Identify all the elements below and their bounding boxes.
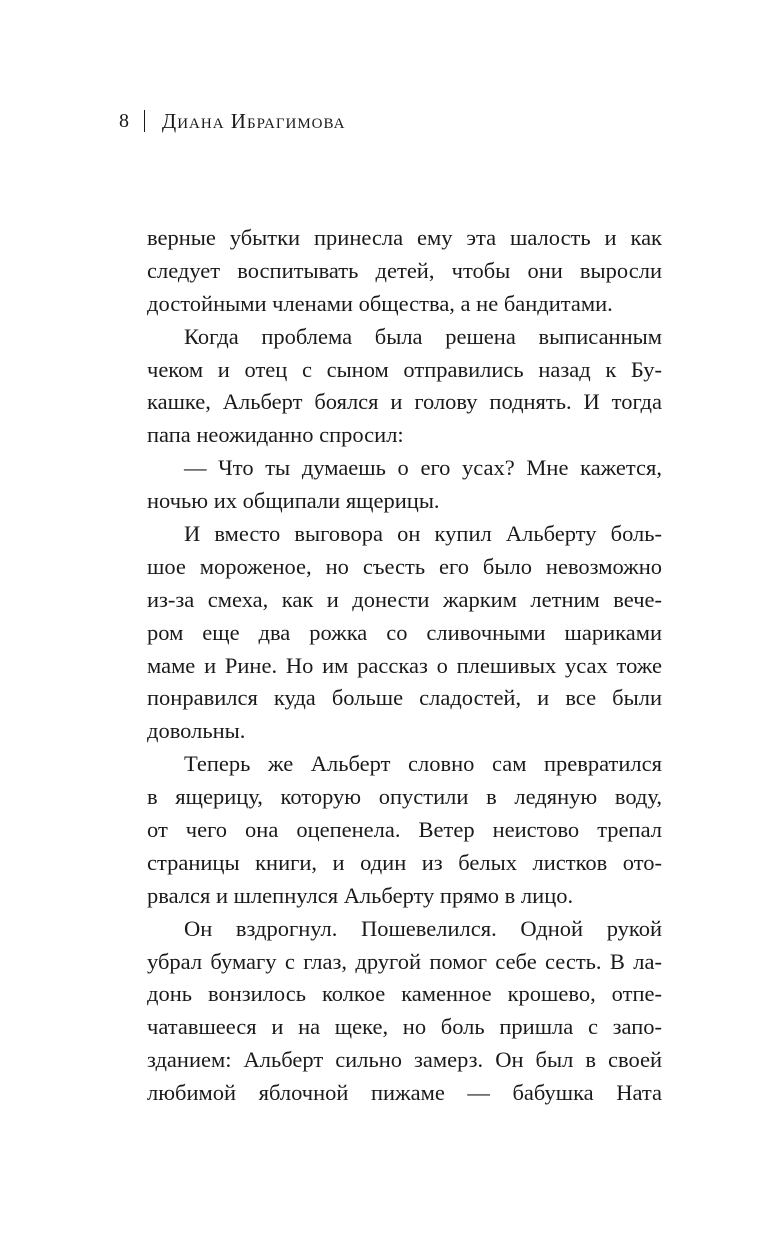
- text-line: из-за смеха, как и донести жарким летним вече-: [147, 586, 662, 612]
- text-line: понравился куда больше сладостей, и все были: [147, 685, 662, 711]
- text-line: донь вонзилось колкое каменное крошево, отпе-: [147, 981, 662, 1007]
- text-line: страницы книги, и один из белых листков ото-: [147, 849, 662, 875]
- body-text: [147, 222, 662, 1110]
- text-line: чатавшееся и на щеке, но боль пришла с запо-: [147, 1014, 662, 1040]
- text-line: рвался и шлепнулся Альберту прямо в лицо.: [147, 882, 574, 908]
- running-head: [119, 106, 345, 136]
- text-line: ночью их общипали ящерицы.: [147, 488, 440, 514]
- text-line: папа неожиданно спросил:: [147, 422, 404, 448]
- author-name: Диана Ибрагимова: [161, 108, 346, 133]
- text-line: маме и Рине. Но им рассказ о плешивых усах тоже: [147, 652, 662, 678]
- text-line: — Что ты думаешь о его усах? Мне кажется,: [184, 455, 662, 481]
- text-line: ром еще два рожка со сливочными шариками: [147, 619, 662, 645]
- text-line: любимой яблочной пижаме — бабушка Ната: [147, 1080, 662, 1106]
- text-line: довольны.: [147, 718, 246, 744]
- text-line: достойными членами общества, а не бандитами.: [147, 290, 613, 316]
- text-line: следует воспитывать детей, чтобы они выросли: [147, 257, 662, 283]
- text-line: Он вздрогнул. Пошевелился. Одной рукой: [184, 915, 662, 941]
- text-line: шое мороженое, но съесть его было невозможно: [147, 553, 662, 579]
- text-line: Теперь же Альберт словно сам превратился: [184, 751, 662, 777]
- header-separator: [144, 110, 145, 132]
- text-line: чеком и отец с сыном отправились назад к Бу-: [147, 356, 662, 382]
- text-line: зданием: Альберт сильно замерз. Он был в своей: [147, 1047, 662, 1073]
- text-line: кашке, Альберт боялся и голову поднять. И тогда: [147, 389, 662, 415]
- text-line: Когда проблема была решена выписанным: [184, 323, 662, 349]
- text-line: от чего она оцепенела. Ветер неистово трепал: [147, 817, 662, 843]
- text-line: в ящерицу, которую опустили в ледяную воду,: [147, 784, 662, 810]
- page-number: 8: [119, 109, 130, 132]
- text-line: убрал бумагу с глаз, другой помог себе сесть. В ла-: [147, 948, 662, 974]
- text-line: верные убытки принесла ему эта шалость и как: [147, 225, 662, 250]
- text-line: И вместо выговора он купил Альберту боль-: [184, 521, 662, 547]
